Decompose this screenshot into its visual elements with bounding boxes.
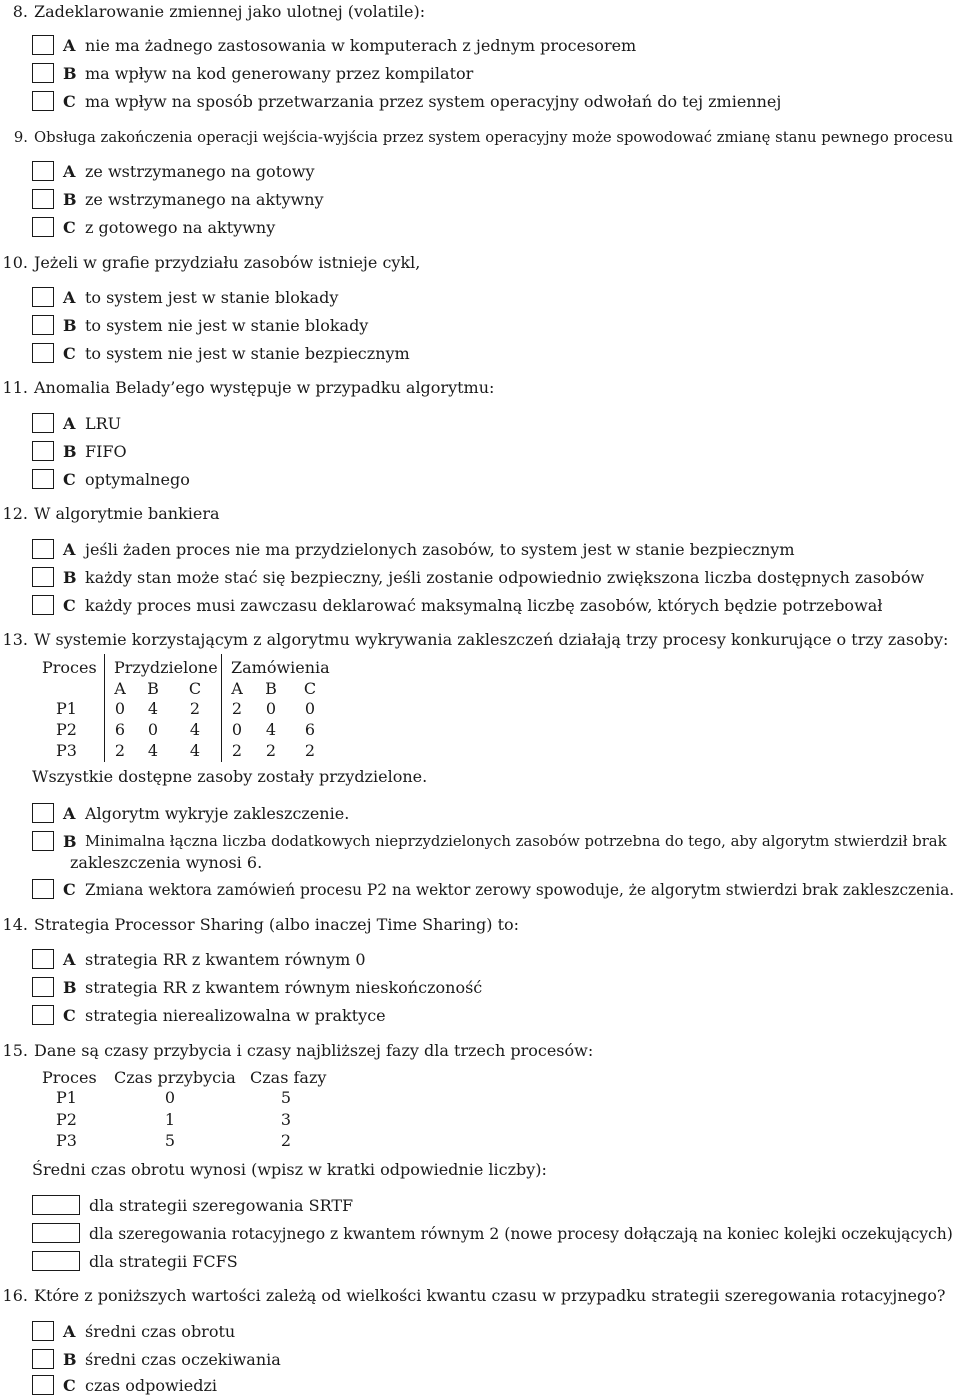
field-label: dla szeregowania rotacyjnego z kwantem równym 2 (nowe procesy dołączają na koniec kolejki oczekujących) [89,1225,953,1243]
option-text: optymalnego [85,470,190,489]
question-10-stem [0,253,420,273]
question-note: Średni czas obrotu wynosi (wpisz w kratki odpowiednie liczby): [32,1160,547,1179]
table-cell: 2 [231,741,243,760]
option-letter: B [63,1350,77,1369]
table-cell: 1 [164,1110,176,1129]
question-number: 10. [2,253,28,272]
table-cell: 4 [189,720,201,739]
answer-checkbox[interactable] [32,949,54,969]
table-header-process: Proces [42,658,97,677]
answer-checkbox[interactable] [32,161,54,181]
answer-checkbox[interactable] [32,539,54,559]
table-cell: 5 [280,1088,292,1107]
table-cell: 0 [265,699,277,718]
option-text: średni czas obrotu [85,1322,236,1341]
question-text: Obsługa zakończenia operacji wejścia-wyjścia przez system operacyjny może spowodować zmianę stanu pewnego procesu [34,129,954,146]
answer-checkbox[interactable] [32,441,54,461]
option-text: LRU [85,414,122,433]
option-text: Algorytm wykryje zakleszczenie. [85,804,350,823]
table-cell: 6 [304,720,316,739]
question-text: W algorytmie bankiera [34,504,220,523]
table-cell: 4 [189,741,201,760]
option-letter: B [63,568,77,587]
question-text: Dane są czasy przybycia i czasy najbliższej fazy dla trzech procesów: [34,1041,594,1060]
table-header-process: Proces [42,1068,97,1087]
answer-checkbox[interactable] [32,189,54,209]
option-text: to system jest w stanie blokady [85,288,339,307]
option-letter: B [63,190,77,209]
table-subheader: A [231,679,243,698]
question-number: 12. [2,504,28,523]
option-letter: B [63,64,77,83]
option-letter: A [63,540,76,559]
table-header-requests: Zamówienia [231,658,330,677]
answer-checkbox[interactable] [32,343,54,363]
option-letter: C [63,218,76,237]
table-cell: 2 [304,741,316,760]
table-cell: 0 [114,699,126,718]
table-cell: 4 [147,699,159,718]
answer-checkbox[interactable] [32,63,54,83]
question-text: Jeżeli w grafie przydziału zasobów istnieje cykl, [34,253,421,272]
question-11-stem [0,378,494,398]
field-label: dla strategii szeregowania SRTF [89,1196,354,1215]
table-cell: 0 [231,720,243,739]
option-letter: A [63,414,76,433]
option-letter: A [63,36,76,55]
process-label: P1 [56,699,77,718]
question-16-stem [0,1286,945,1306]
table-divider [104,654,105,762]
answer-checkbox[interactable] [32,469,54,489]
option-text: to system nie jest w stanie blokady [85,316,369,335]
question-9-stem [0,127,953,148]
table-cell: 2 [114,741,126,760]
option-text: strategia RR z kwantem równym nieskończoność [85,978,483,997]
table-cell: 2 [265,741,277,760]
option-text: Zmiana wektora zamówień procesu P2 na wektor zerowy spowoduje, że algorytm stwierdzi brak zakleszczenia. [85,881,955,899]
option-letter: C [63,880,76,899]
question-number: 16. [2,1286,28,1305]
option-text: strategia nierealizowalna w praktyce [85,1006,386,1025]
question-number: 15. [2,1041,28,1060]
question-note: Wszystkie dostępne zasoby zostały przydzielone. [32,767,428,786]
option-text: ze wstrzymanego na aktywny [85,190,324,209]
answer-checkbox[interactable] [32,567,54,587]
answer-checkbox[interactable] [32,879,54,899]
option-text: to system nie jest w stanie bezpiecznym [85,344,410,363]
process-label: P1 [56,1088,77,1107]
option-letter: C [63,596,76,615]
option-letter: B [63,978,77,997]
option-text: strategia RR z kwantem równym 0 [85,950,366,969]
option-text: czas odpowiedzi [85,1376,218,1395]
field-label: dla strategii FCFS [89,1252,238,1271]
option-letter: C [63,1006,76,1025]
table-divider [221,654,222,762]
table-subheader: A [114,679,126,698]
option-text: FIFO [85,442,127,461]
question-text: Anomalia Belady’ego występuje w przypadku algorytmu: [34,378,495,397]
table-cell: 6 [114,720,126,739]
table-subheader: B [265,679,277,698]
process-label: P2 [56,720,77,739]
answer-checkbox[interactable] [32,413,54,433]
table-subheader: C [303,679,317,698]
table-cell: 3 [280,1110,292,1129]
answer-checkbox[interactable] [32,217,54,237]
answer-checkbox[interactable] [32,35,54,55]
answer-input-box[interactable] [32,1195,80,1215]
option-text: jeśli żaden proces nie ma przydzielonych zasobów, to system jest w stanie bezpiecznym [85,540,795,559]
process-label: P2 [56,1110,77,1129]
option-text: każdy proces musi zawczasu deklarować maksymalną liczbę zasobów, których będzie potrzebował [85,596,883,615]
question-text: Strategia Processor Sharing (albo inaczej Time Sharing) to: [34,915,520,934]
answer-checkbox[interactable] [32,803,54,823]
question-text: W systemie korzystającym z algorytmu wykrywania zakleszczeń działają trzy procesy konkurujące o trzy zasoby: [34,630,949,649]
option-letter: B [63,316,77,335]
question-12-stem [0,504,220,524]
table-header-burst: Czas fazy [250,1068,327,1087]
table-cell: 0 [147,720,159,739]
option-text: każdy stan może stać się bezpieczny, jeśli zostanie odpowiednio zwiększona liczba dostępnych zasobów [85,568,925,587]
table-cell: 0 [304,699,316,718]
option-text: ze wstrzymanego na gotowy [85,162,315,181]
option-letter: A [63,288,76,307]
question-15-stem [0,1041,593,1061]
question-number: 8. [12,2,28,21]
table-cell: 2 [189,699,201,718]
question-text: Które z poniższych wartości zależą od wielkości kwantu czasu w przypadku strategii szeregowania rotacyjnego? [34,1286,946,1305]
table-cell: 2 [231,699,243,718]
answer-checkbox[interactable] [32,1005,54,1025]
table-cell: 4 [265,720,277,739]
process-label: P3 [56,1131,77,1150]
table-subheader: C [188,679,202,698]
option-text: nie ma żadnego zastosowania w komputerach z jednym procesorem [85,36,637,55]
question-number: 13. [2,630,28,649]
question-13-stem [0,630,948,650]
option-letter: B [63,442,77,461]
option-letter: A [63,162,76,181]
answer-input-box[interactable] [32,1223,80,1243]
question-text: Zadeklarowanie zmiennej jako ulotnej (volatile): [34,2,426,21]
option-text: z gotowego na aktywny [85,218,276,237]
table-subheader: B [147,679,159,698]
table-cell: 2 [280,1131,292,1150]
question-14-stem [0,915,519,935]
option-letter: A [63,1322,76,1341]
option-letter: A [63,950,76,969]
answer-checkbox[interactable] [32,287,54,307]
answer-input-box[interactable] [32,1251,80,1271]
answer-checkbox[interactable] [32,1375,54,1395]
option-letter: A [63,804,76,823]
table-header-arrival: Czas przybycia [114,1068,236,1087]
answer-checkbox[interactable] [32,91,54,111]
option-text: średni czas oczekiwania [85,1350,281,1369]
option-text: Minimalna łączna liczba dodatkowych nieprzydzielonych zasobów potrzebna do tego, aby algorytm stwierdził brak [85,833,947,850]
process-label: P3 [56,741,77,760]
option-text: ma wpływ na sposób przetwarzania przez system operacyjny odwołań do tej zmiennej [85,92,782,111]
answer-checkbox[interactable] [32,977,54,997]
answer-checkbox[interactable] [32,1321,54,1341]
option-text-continuation: zakleszczenia wynosi 6. [70,853,263,872]
answer-checkbox[interactable] [32,831,54,851]
question-8-stem [0,2,425,22]
option-letter: C [63,470,76,489]
option-letter: C [63,1376,76,1395]
answer-checkbox[interactable] [32,315,54,335]
question-number: 9. [13,129,28,146]
question-number: 14. [2,915,28,934]
option-letter: C [63,344,76,363]
answer-checkbox[interactable] [32,595,54,615]
option-letter: C [63,92,76,111]
question-number: 11. [2,378,28,397]
table-cell: 4 [147,741,159,760]
option-letter: B [63,832,77,851]
table-cell: 0 [164,1088,176,1107]
table-header-allocated: Przydzielone [114,658,218,677]
answer-checkbox[interactable] [32,1349,54,1369]
option-text: ma wpływ na kod generowany przez kompilator [85,64,474,83]
table-cell: 5 [164,1131,176,1150]
